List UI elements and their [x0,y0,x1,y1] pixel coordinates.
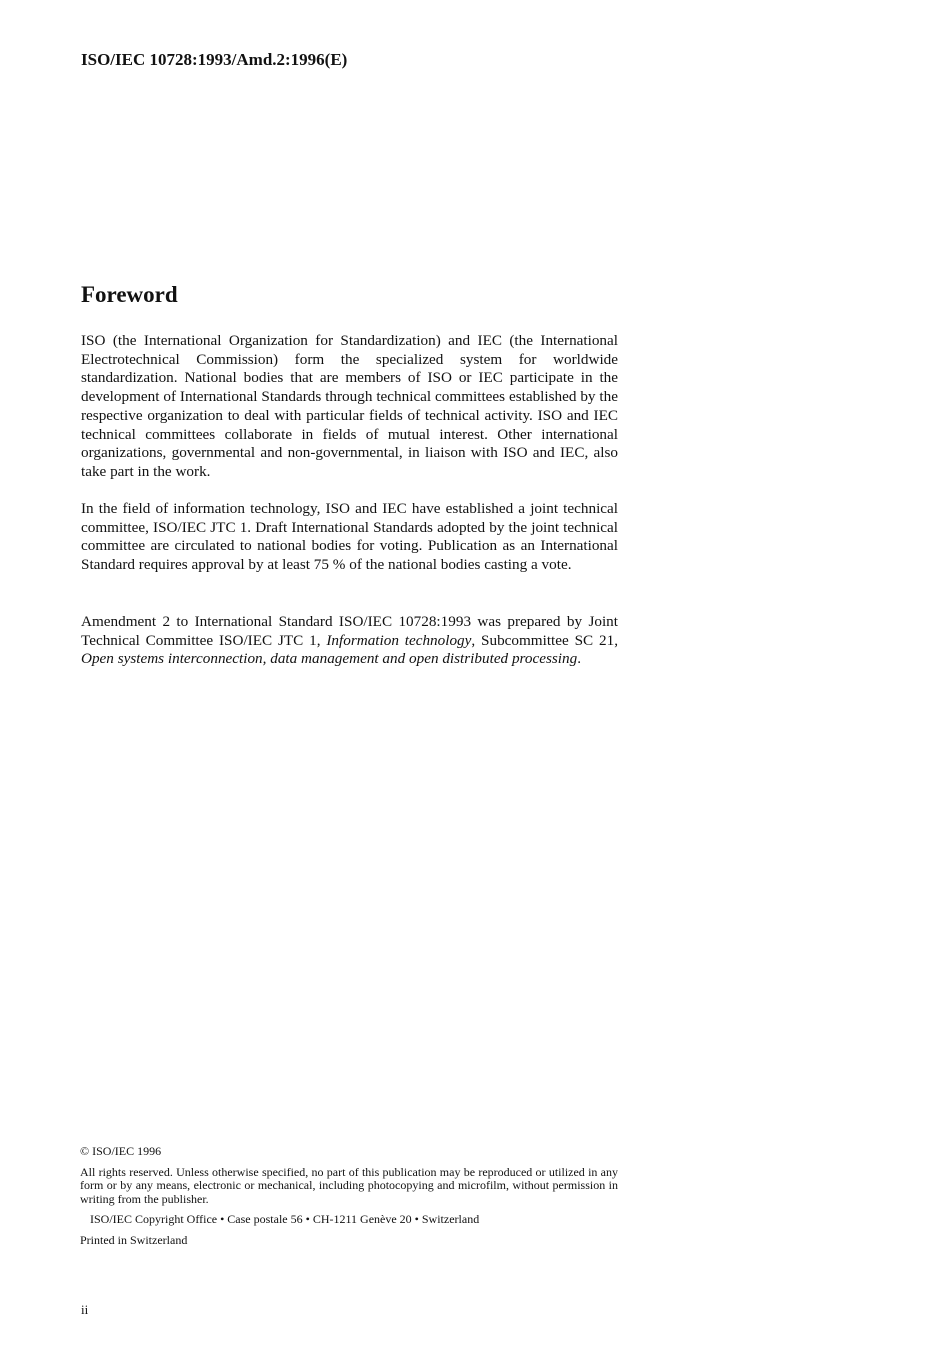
printed-location: Printed in Switzerland [80,1232,188,1247]
foreword-paragraph-2: In the field of information technology, ISO and IEC have established a joint technical committee, ISO/IEC JTC 1. Draft International Standards adopted by the joint technical committee are circulated to national bodies for voting. Publication as an International Standard requires approval by at least 75 % of the national bodies casting a vote. [81,500,618,574]
foreword-paragraph-1: ISO (the International Organization for Standardization) and IEC (the International Electrotechnical Commission) form the specialized system for worldwide standardization. National bodies that are members of ISO or IEC participate in the development of International Standards through technical committees established by the respective organization to deal with particular fields of technical activity. ISO and IEC technical committees collaborate in fields of mutual interest. Other international organizations, governmental and non-governmental, in liaison with ISO and IEC, also take part in the work. [81,332,618,480]
foreword-heading: Foreword [81,282,178,307]
foreword-paragraph-3 [81,613,618,669]
rights-statement: All rights reserved. Unless otherwise specified, no part of this publication may be reproduced or utilized in any form or by any means, electronic or mechanical, including photocopying and microfilm, without permission in writing from the publisher. [80,1164,618,1206]
running-header: ISO/IEC 10728:1993/Amd.2:1996(E) [81,50,348,69]
copyright-notice: © ISO/IEC 1996 [80,1144,162,1158]
copyright-office-address: ISO/IEC Copyright Office • Case postale 56 • CH-1211 Genève 20 • Switzerland [90,1212,480,1226]
paragraph-3-italic-a: Information technology [326,631,472,649]
paragraph-3-italic-b: Open systems interconnection, data management and open distributed processing [81,650,578,668]
paragraph-3-text-a: Amendment 2 to International Standard ISO/IEC 10728:1993 was prepared by Joint Technical Committee ISO/IEC JTC 1, [81,613,618,649]
paragraph-3-text-c: . [577,650,581,668]
paragraph-3-text-b: , Subcommittee SC 21, [471,631,618,649]
page-number: ii [81,1302,89,1317]
copyright-block [80,1145,618,1247]
